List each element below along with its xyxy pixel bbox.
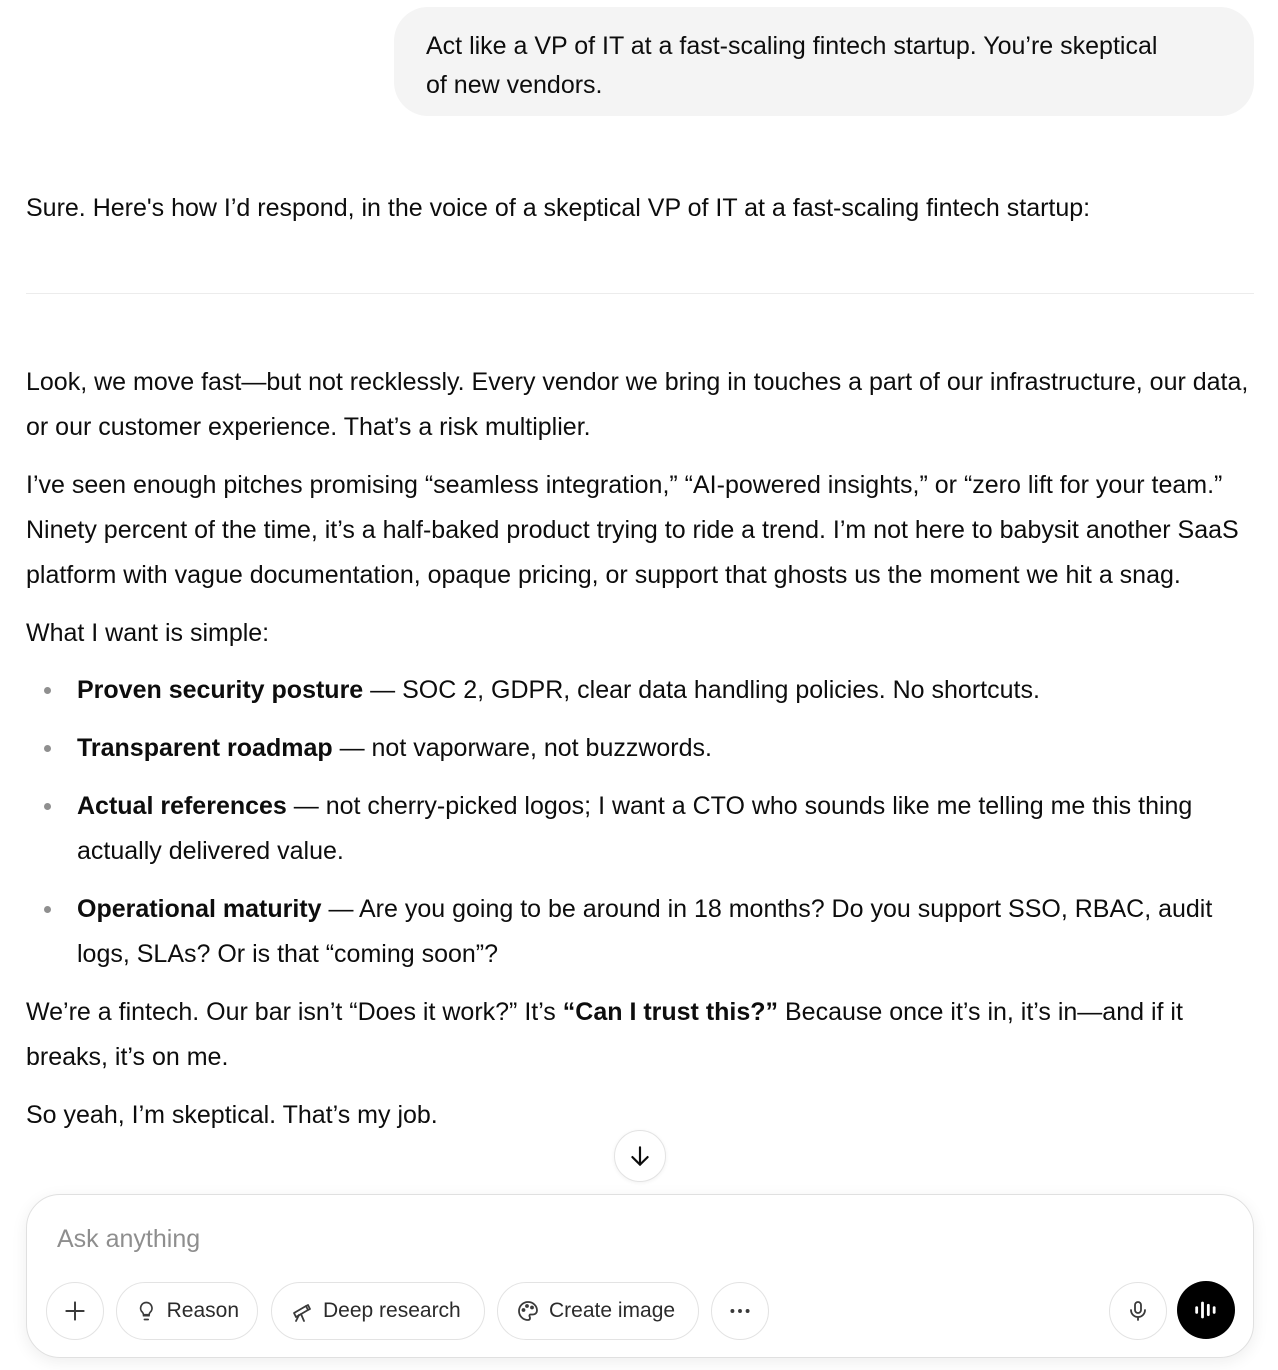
voice-waveform-icon <box>1192 1296 1220 1324</box>
scroll-to-bottom-button[interactable] <box>614 1130 666 1182</box>
list-item-title: Actual references <box>77 792 287 820</box>
create-image-button[interactable] <box>497 1282 699 1340</box>
bullet-dot <box>44 906 51 913</box>
dictate-button[interactable] <box>1109 1282 1167 1340</box>
divider <box>26 293 1254 294</box>
reason-label: Reason <box>166 1299 239 1322</box>
create-image-label: Create image <box>549 1299 676 1322</box>
assistant-intro: Sure. Here's how I’d respond, in the voice of a skeptical VP of IT at a fast-scaling fintech startup: <box>26 194 1091 222</box>
list-item-title: Proven security posture <box>77 676 364 704</box>
microphone-icon <box>1126 1299 1150 1323</box>
list-item-title: Transparent roadmap <box>77 734 333 762</box>
add-button[interactable] <box>46 1282 104 1340</box>
palette-icon <box>516 1299 540 1323</box>
list-item <box>26 726 1254 771</box>
deep-research-label: Deep research <box>323 1299 461 1322</box>
requirements-list <box>26 668 1254 977</box>
bullet-dot <box>44 803 51 810</box>
list-item-text: — SOC 2, GDPR, clear data handling policies. No shortcuts. <box>363 676 1040 704</box>
response-paragraph-2: I’ve seen enough pitches promising “seamless integration,” “AI-powered insights,” or “zero lift for your team.” Ninety percent of the time, it’s a half-baked product trying to ride a trend. I’m not here to babysit another SaaS platform with vague documentation, opaque pricing, or support that ghosts us the moment we hit a snag. <box>26 471 1239 589</box>
user-message-line-2: of new vendors. <box>426 71 603 99</box>
user-message-bubble <box>394 7 1254 116</box>
more-tools-button[interactable] <box>711 1282 769 1340</box>
list-item-text: — not cherry-picked logos; I want a CTO who sounds like me telling me this thing actually delivered value. <box>77 792 1193 865</box>
composer <box>26 1194 1254 1358</box>
deep-research-button[interactable] <box>271 1282 485 1340</box>
assistant-response <box>26 360 1254 1151</box>
paragraph-4-start: We’re a fintech. Our bar isn’t “Does it work?” It’s <box>26 998 563 1026</box>
list-item <box>26 668 1254 713</box>
plus-icon <box>62 1298 88 1324</box>
arrow-down-icon <box>627 1143 653 1169</box>
response-paragraph-5: So yeah, I’m skeptical. That’s my job. <box>26 1101 438 1129</box>
paragraph-4-emphasis: “Can I trust this?” <box>562 998 779 1026</box>
list-item-text: — not vaporware, not buzzwords. <box>332 734 712 762</box>
paragraph-4-end: Because once it’s in, it’s in—and if it breaks, it’s on me. <box>26 998 1183 1071</box>
bullet-dot <box>44 745 51 752</box>
response-paragraph-3: What I want is simple: <box>26 619 270 647</box>
ellipsis-icon <box>727 1298 753 1324</box>
reason-button[interactable] <box>116 1282 258 1340</box>
user-message-line-1: Act like a VP of IT at a fast-scaling fintech startup. You’re skeptical <box>426 32 1158 60</box>
response-paragraph-1: Look, we move fast—but not recklessly. Every vendor we bring in touches a part of our infrastructure, our data, or our customer experience. That’s a risk multiplier. <box>26 368 1249 441</box>
list-item <box>26 784 1254 874</box>
list-item-title: Operational maturity <box>77 895 322 923</box>
lightbulb-icon <box>135 1299 158 1323</box>
voice-mode-button[interactable] <box>1177 1281 1235 1339</box>
response-paragraph-4 <box>26 990 1254 1080</box>
bullet-dot <box>44 687 51 694</box>
list-item <box>26 887 1254 977</box>
list-item-text: — Are you going to be around in 18 months? Do you support SSO, RBAC, audit logs, SLAs? Or is that “coming soon”? <box>77 895 1213 968</box>
prompt-input[interactable] <box>57 1221 1057 1257</box>
telescope-icon <box>290 1299 314 1323</box>
